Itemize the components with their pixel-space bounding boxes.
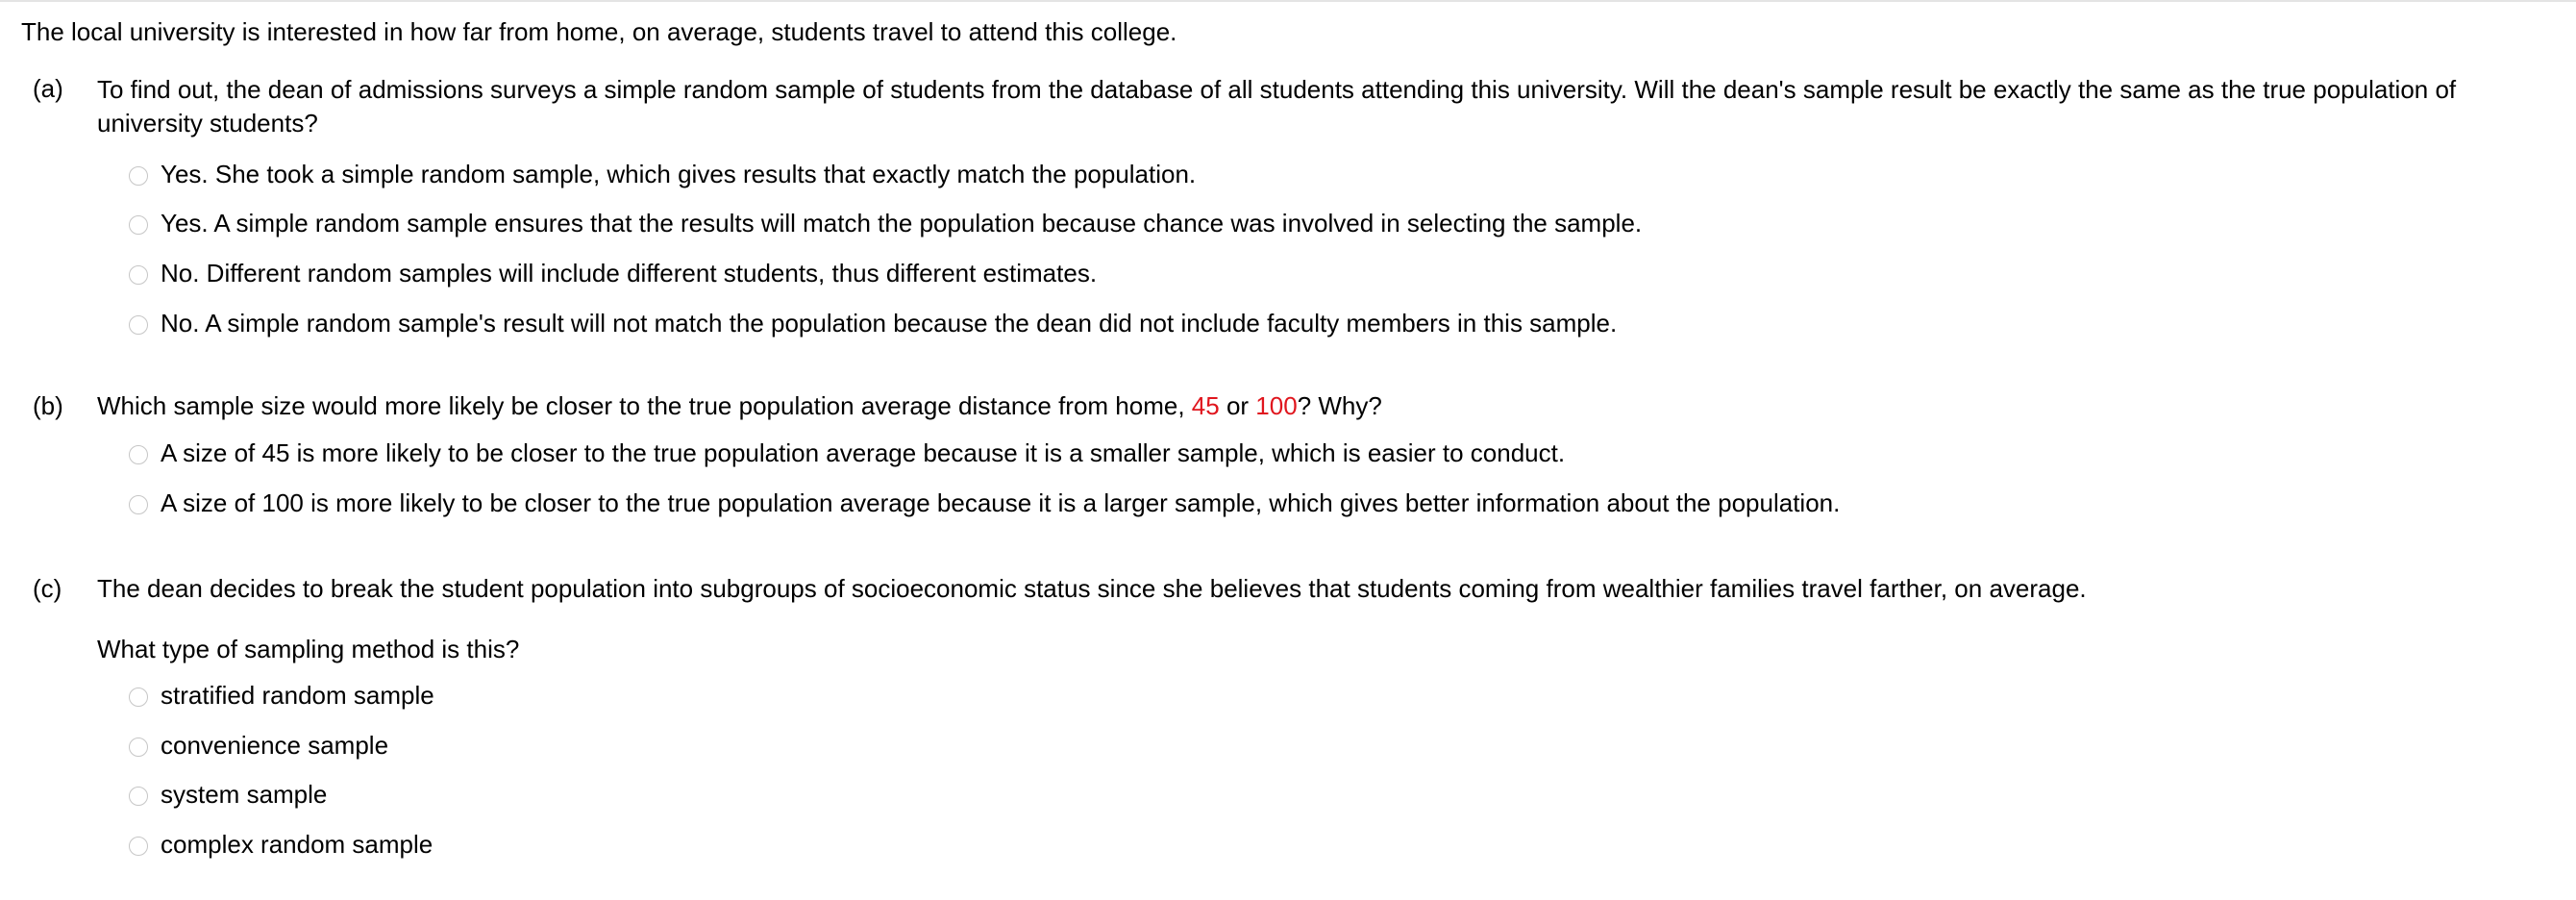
question-text: Which sample size would more likely be closer to the true population average distance from home, — [97, 391, 1192, 420]
radio-button[interactable] — [129, 787, 148, 806]
option-label: Yes. She took a simple random sample, which gives results that exactly match the population. — [161, 160, 1197, 188]
sample-size-small: 45 — [1191, 391, 1220, 420]
part-c-option-2[interactable] — [129, 726, 388, 764]
part-a-option-4[interactable] — [129, 304, 1617, 342]
part-c-option-3[interactable] — [129, 775, 327, 813]
option-label: A size of 100 is more likely to be closer to the true population average because it is a larger sample, which gives better information about the population. — [161, 488, 1841, 517]
part-a-letter: (a) — [33, 74, 63, 103]
radio-button[interactable] — [129, 495, 148, 514]
option-label: convenience sample — [161, 731, 389, 760]
part-b-option-1[interactable] — [129, 434, 1565, 472]
radio-button[interactable] — [129, 837, 148, 856]
part-a-option-2[interactable] — [129, 204, 1642, 242]
radio-button[interactable] — [129, 738, 148, 757]
radio-button[interactable] — [129, 445, 148, 464]
option-label: No. A simple random sample's result will not match the population because the dean did not include faculty members in this sample. — [161, 309, 1618, 338]
radio-button[interactable] — [129, 688, 148, 707]
option-label: A size of 45 is more likely to be closer to the true population average because it is a smaller sample, which is easier to conduct. — [161, 438, 1566, 467]
part-b-question — [97, 390, 2558, 421]
radio-button[interactable] — [129, 215, 148, 235]
question-text: ? Why? — [1297, 391, 1382, 420]
part-c-option-4[interactable] — [129, 825, 433, 863]
part-a-option-3[interactable] — [129, 254, 1097, 292]
radio-button[interactable] — [129, 166, 148, 186]
part-a-option-1[interactable] — [129, 155, 1196, 193]
radio-button[interactable] — [129, 265, 148, 285]
option-label: Yes. A simple random sample ensures that the results will match the population because chance was involved in selecting the sample. — [161, 209, 1643, 238]
part-c-letter: (c) — [33, 574, 62, 603]
part-b-letter: (b) — [33, 391, 63, 420]
part-a-question: To find out, the dean of admissions surveys a simple random sample of students from the database of all students attending this university. Will the dean's sample result be exactly the same as the true population of university students? — [97, 75, 2457, 138]
option-label: No. Different random samples will include different students, thus different estimates. — [161, 259, 1098, 288]
part-c-sub-question: What type of sampling method is this? — [97, 635, 520, 663]
part-c-option-1[interactable] — [129, 676, 434, 714]
radio-button[interactable] — [129, 315, 148, 335]
question-text: or — [1219, 391, 1256, 420]
question-intro: The local university is interested in how far from home, on average, students travel to attend this college. — [21, 17, 1177, 46]
option-label: system sample — [161, 780, 328, 809]
option-label: stratified random sample — [161, 681, 434, 710]
sample-size-large: 100 — [1255, 391, 1298, 420]
option-label: complex random sample — [161, 830, 433, 859]
part-b-option-2[interactable] — [129, 484, 1840, 522]
top-divider — [0, 0, 2576, 2]
part-c-question: The dean decides to break the student population into subgroups of socioeconomic status since she believes that students coming from wealthier families travel farther, on average. — [97, 574, 2087, 603]
